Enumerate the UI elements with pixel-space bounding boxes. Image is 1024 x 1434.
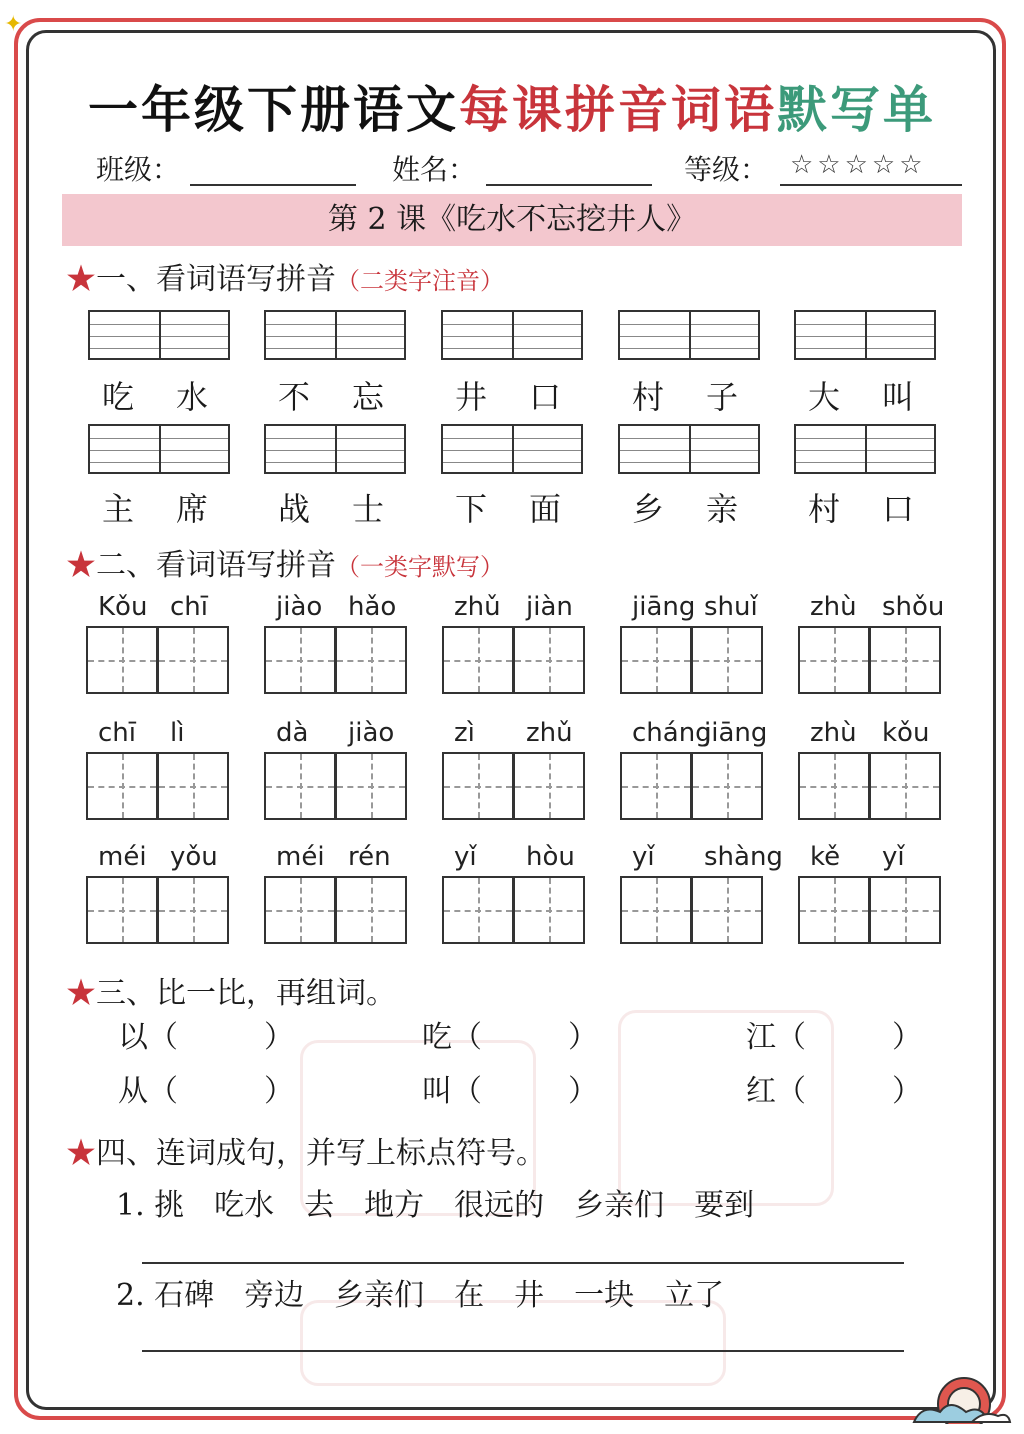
pinyin-label: jiāng — [704, 718, 768, 748]
section-1-title: 一、看词语写拼音 — [96, 262, 336, 297]
tian-grid-box[interactable] — [513, 752, 585, 820]
tian-grid-box[interactable] — [691, 752, 763, 820]
section-4-title: 四、连词成句，并写上标点符号。 — [96, 1136, 546, 1171]
answer-line-1[interactable] — [142, 1262, 904, 1264]
pinyin-label: yǐ — [632, 842, 655, 872]
tian-grid-box[interactable] — [798, 752, 870, 820]
tian-grid-box[interactable] — [691, 876, 763, 944]
tian-grid-box[interactable] — [869, 626, 941, 694]
tian-grid-box[interactable] — [335, 626, 407, 694]
class-label: 班级： — [96, 153, 181, 186]
pinyin-label: méi — [276, 842, 325, 872]
pinyin-writing-box[interactable] — [88, 424, 230, 474]
word-character: 下 — [454, 490, 487, 528]
open-paren: （ — [452, 1020, 482, 1055]
pinyin-label: chī — [170, 592, 208, 622]
tian-grid-box[interactable] — [442, 626, 514, 694]
lesson-title: 第 2 课《吃水不忘挖井人》 — [62, 194, 962, 246]
pinyin-label: yǒu — [170, 842, 218, 872]
page-title — [0, 70, 1024, 142]
red-star-icon: ★ — [66, 262, 96, 297]
open-paren: （ — [148, 1020, 178, 1055]
tian-grid-box[interactable] — [335, 752, 407, 820]
pinyin-writing-box[interactable] — [618, 310, 760, 360]
pinyin-label: jiào — [276, 592, 323, 622]
pinyin-label: shàng — [704, 842, 783, 872]
close-paren: ） — [568, 1074, 598, 1109]
pinyin-label: zhù — [810, 718, 857, 748]
sentence-2: 2. 石碑 旁边 乡亲们 在 井 一块 立了 — [116, 1278, 725, 1313]
section-2-heading — [66, 540, 504, 584]
compare-item — [746, 1066, 922, 1110]
tian-grid-box[interactable] — [620, 626, 692, 694]
pinyin-label: cháng — [632, 718, 712, 748]
pinyin-writing-box[interactable] — [441, 310, 583, 360]
pinyin-writing-box[interactable] — [618, 424, 760, 474]
pinyin-label: Kǒu — [98, 592, 148, 622]
tian-grid-box[interactable] — [620, 876, 692, 944]
pinyin-label: méi — [98, 842, 147, 872]
tian-grid-box[interactable] — [157, 752, 229, 820]
pinyin-writing-box[interactable] — [264, 424, 406, 474]
pinyin-label: jiào — [348, 718, 395, 748]
section-4-heading — [66, 1128, 546, 1172]
tian-grid-box[interactable] — [869, 876, 941, 944]
pinyin-label: jiāng — [632, 592, 696, 622]
pinyin-writing-box[interactable] — [794, 310, 936, 360]
name-field[interactable] — [486, 184, 652, 186]
word-character: 子 — [705, 378, 738, 416]
tian-grid-box[interactable] — [869, 752, 941, 820]
tian-grid-box[interactable] — [157, 876, 229, 944]
tian-grid-box[interactable] — [442, 876, 514, 944]
title-part-3: 默写单 — [777, 80, 936, 139]
section-3-title: 三、比一比，再组词。 — [96, 976, 396, 1011]
compare-item — [422, 1012, 598, 1056]
pinyin-label: zì — [454, 718, 475, 748]
compare-item — [118, 1012, 294, 1056]
compare-item — [118, 1066, 294, 1110]
red-star-icon: ★ — [66, 548, 96, 583]
pinyin-writing-box[interactable] — [441, 424, 583, 474]
tian-grid-box[interactable] — [264, 626, 336, 694]
word-character: 忘 — [351, 378, 384, 416]
section-3-heading — [66, 968, 396, 1012]
word-character: 水 — [175, 378, 208, 416]
word-character: 战 — [277, 490, 310, 528]
word-character: 席 — [175, 490, 208, 528]
compare-character: 江 — [746, 1020, 776, 1055]
close-paren: ） — [568, 1020, 598, 1055]
open-paren: （ — [776, 1020, 806, 1055]
word-character: 井 — [454, 378, 487, 416]
section-1-heading — [66, 254, 504, 298]
pinyin-label: kǒu — [882, 718, 930, 748]
grade-field[interactable] — [780, 184, 962, 186]
red-star-icon: ★ — [66, 1136, 96, 1171]
pinyin-label: yǐ — [882, 842, 905, 872]
grade-label: 等级： — [684, 153, 769, 186]
cloud-sun-icon — [912, 1364, 1012, 1424]
section-1-note: （二类字注音） — [336, 267, 504, 295]
pinyin-label: hǎo — [348, 592, 397, 622]
tian-grid-box[interactable] — [513, 626, 585, 694]
compare-character: 吃 — [422, 1020, 452, 1055]
word-character: 主 — [101, 490, 134, 528]
word-character: 口 — [528, 378, 561, 416]
word-character: 乡 — [631, 490, 664, 528]
student-info-row — [96, 148, 966, 188]
compare-item — [746, 1012, 922, 1056]
red-star-icon: ★ — [66, 976, 96, 1011]
tian-grid-box[interactable] — [798, 876, 870, 944]
word-character: 吃 — [101, 378, 134, 416]
pinyin-label: yǐ — [454, 842, 477, 872]
close-paren: ） — [264, 1020, 294, 1055]
close-paren: ） — [892, 1074, 922, 1109]
pinyin-label: zhǔ — [454, 592, 501, 622]
compare-character: 叫 — [422, 1074, 452, 1109]
pinyin-writing-box[interactable] — [794, 424, 936, 474]
word-character: 村 — [807, 490, 840, 528]
open-paren: （ — [776, 1074, 806, 1109]
class-field[interactable] — [190, 184, 356, 186]
word-character: 村 — [631, 378, 664, 416]
pinyin-label: rén — [348, 842, 391, 872]
pinyin-label: lì — [170, 718, 185, 748]
word-character: 大 — [807, 378, 840, 416]
tian-grid-box[interactable] — [798, 626, 870, 694]
answer-line-2[interactable] — [142, 1350, 904, 1352]
pinyin-label: dà — [276, 718, 309, 748]
sentence-1: 1. 挑 吃水 去 地方 很远的 乡亲们 要到 — [116, 1188, 755, 1223]
tian-grid-box[interactable] — [513, 876, 585, 944]
tian-grid-box[interactable] — [264, 876, 336, 944]
section-2-note: （一类字默写） — [336, 553, 504, 581]
title-part-1: 一年级下册语文 — [88, 80, 459, 139]
word-character: 不 — [277, 378, 310, 416]
compare-character: 红 — [746, 1074, 776, 1109]
pinyin-label: zhù — [810, 592, 857, 622]
word-character: 亲 — [705, 490, 738, 528]
pinyin-writing-box[interactable] — [264, 310, 406, 360]
pinyin-label: hòu — [526, 842, 575, 872]
word-character: 叫 — [881, 378, 914, 416]
pinyin-label: jiàn — [526, 592, 573, 622]
tian-grid-box[interactable] — [86, 752, 158, 820]
word-character: 面 — [528, 490, 561, 528]
tian-grid-box[interactable] — [86, 876, 158, 944]
pinyin-label: kě — [810, 842, 841, 872]
pinyin-label: shǒu — [882, 592, 945, 622]
star-icon: ✦ — [4, 12, 23, 37]
close-paren: ） — [892, 1020, 922, 1055]
tian-grid-box[interactable] — [157, 626, 229, 694]
compare-item — [422, 1066, 598, 1110]
grade-stars[interactable]: ☆☆☆☆☆ — [790, 150, 927, 180]
word-character: 士 — [351, 490, 384, 528]
name-label: 姓名： — [392, 153, 477, 186]
compare-character: 从 — [118, 1074, 148, 1109]
pinyin-label: zhǔ — [526, 718, 573, 748]
pinyin-label: chī — [98, 718, 136, 748]
open-paren: （ — [148, 1074, 178, 1109]
tian-grid-box[interactable] — [264, 752, 336, 820]
tian-grid-box[interactable] — [86, 626, 158, 694]
word-character: 口 — [881, 490, 914, 528]
compare-character: 以 — [118, 1020, 148, 1055]
open-paren: （ — [452, 1074, 482, 1109]
title-part-2: 每课拼音词语 — [459, 80, 777, 139]
tian-grid-box[interactable] — [442, 752, 514, 820]
close-paren: ） — [264, 1074, 294, 1109]
tian-grid-box[interactable] — [335, 876, 407, 944]
tian-grid-box[interactable] — [620, 752, 692, 820]
section-2-title: 二、看词语写拼音 — [96, 548, 336, 583]
pinyin-writing-box[interactable] — [88, 310, 230, 360]
pinyin-label: shuǐ — [704, 592, 758, 622]
tian-grid-box[interactable] — [691, 626, 763, 694]
